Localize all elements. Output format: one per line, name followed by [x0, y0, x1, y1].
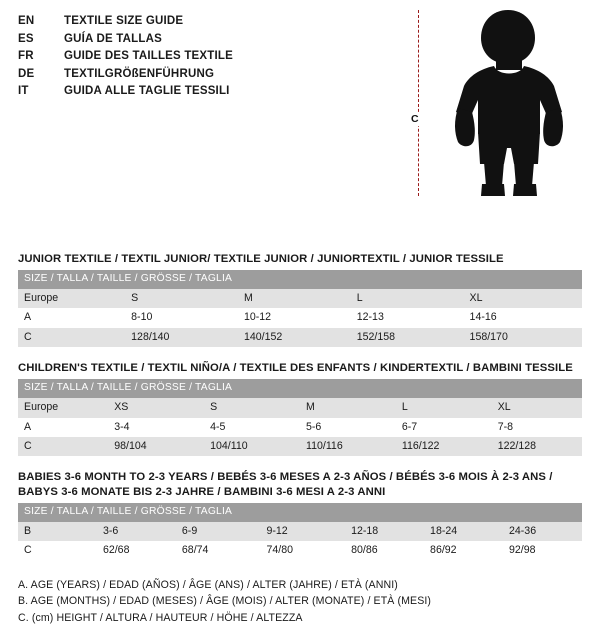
footnote-c: C. (cm) HEIGHT / ALTURA / HAUTEUR / HÖHE / ALTEZZA	[18, 611, 303, 624]
cell: 92/98	[503, 541, 582, 560]
cell: 86/92	[424, 541, 503, 560]
cell: 24-36	[503, 522, 582, 541]
row-label: A	[18, 418, 108, 437]
cell: XL	[464, 289, 582, 308]
cell: 140/152	[238, 328, 351, 347]
cell: 68/74	[176, 541, 261, 560]
cell: 98/104	[108, 437, 204, 456]
cell: 128/140	[125, 328, 238, 347]
cell: 3-6	[97, 522, 176, 541]
cell: 5-6	[300, 418, 396, 437]
cell: XS	[108, 398, 204, 417]
language-row	[18, 32, 348, 48]
cell: L	[396, 398, 492, 417]
size-table-children	[18, 379, 582, 456]
height-guide-line	[418, 10, 419, 196]
band-label: SIZE / TALLA / TAILLE / GRÖSSE / TAGLIA	[18, 379, 582, 398]
cell: 74/80	[261, 541, 346, 560]
cell: 4-5	[204, 418, 300, 437]
cell: 3-4	[108, 418, 204, 437]
cell: 12-18	[345, 522, 424, 541]
size-table-babies	[18, 503, 582, 560]
language-title-list	[18, 14, 348, 100]
cell: L	[351, 289, 464, 308]
cell: M	[238, 289, 351, 308]
language-code: FR	[18, 50, 34, 63]
row-label: Europe	[18, 398, 108, 417]
cell: S	[125, 289, 238, 308]
section-junior-textile	[18, 252, 582, 347]
footnote-legend	[18, 577, 582, 626]
measurement-label-c: C	[411, 113, 419, 125]
band-label: SIZE / TALLA / TAILLE / GRÖSSE / TAGLIA	[18, 503, 582, 522]
table-row	[18, 522, 582, 541]
cell: 116/122	[396, 437, 492, 456]
row-label: Europe	[18, 289, 125, 308]
cell: 14-16	[464, 308, 582, 327]
cell: 18-24	[424, 522, 503, 541]
table-band-row	[18, 379, 582, 398]
language-title: GUIDE DES TAILLES TEXTILE	[64, 50, 233, 63]
table-row	[18, 308, 582, 327]
cell: XL	[492, 398, 582, 417]
cell: 62/68	[97, 541, 176, 560]
cell: 110/116	[300, 437, 396, 456]
row-label: C	[18, 328, 125, 347]
cell: 10-12	[238, 308, 351, 327]
section-title: CHILDREN'S TEXTILE / TEXTIL NIÑO/A / TEXTILE DES ENFANTS / KINDERTEXTIL / BAMBINI TESSILE	[18, 361, 573, 374]
language-row	[18, 49, 348, 65]
cell: 6-7	[396, 418, 492, 437]
language-code: IT	[18, 85, 29, 98]
language-code: ES	[18, 32, 34, 45]
row-label: A	[18, 308, 125, 327]
table-band-row	[18, 503, 582, 522]
language-row	[18, 14, 348, 30]
table-row	[18, 398, 582, 417]
child-silhouette-icon	[434, 8, 584, 198]
language-code: DE	[18, 67, 35, 80]
cell: 152/158	[351, 328, 464, 347]
size-table-junior	[18, 270, 582, 347]
band-label: SIZE / TALLA / TAILLE / GRÖSSE / TAGLIA	[18, 270, 582, 289]
language-title: GUIDA ALLE TAGLIE TESSILI	[64, 85, 230, 98]
language-title: TEXTILE SIZE GUIDE	[64, 15, 184, 27]
cell: 104/110	[204, 437, 300, 456]
measurement-figure	[404, 8, 584, 198]
language-title: TEXTILGRÖßENFÜHRUNG	[64, 67, 215, 80]
cell: 80/86	[345, 541, 424, 560]
section-title: BABIES 3-6 MONTH TO 2-3 YEARS / BEBÉS 3-6 MESES A 2-3 AÑOS / BÉBÉS 3-6 MOIS À 2-3 ANS / BABYS 3-6 MONATE BIS 2-3 JAHRE / BAMBINI 3-6 MESI A 2-3 ANNI	[18, 471, 553, 498]
table-row	[18, 541, 582, 560]
footnote-b: B. AGE (MONTHS) / EDAD (MESES) / ÂGE (MOIS) / ALTER (MONATE) / ETÀ (MESI)	[18, 595, 432, 608]
language-title: GUÍA DE TALLAS	[64, 32, 162, 45]
footnote-a: A. AGE (YEARS) / EDAD (AÑOS) / ÂGE (ANS) / ALTER (JAHRE) / ETÀ (ANNI)	[18, 578, 398, 591]
language-row	[18, 67, 348, 83]
table-band-row	[18, 270, 582, 289]
section-babies-textile	[18, 470, 582, 561]
cell: 9-12	[261, 522, 346, 541]
table-row	[18, 437, 582, 456]
cell: S	[204, 398, 300, 417]
cell: 8-10	[125, 308, 238, 327]
section-title: JUNIOR TEXTILE / TEXTIL JUNIOR/ TEXTILE JUNIOR / JUNIORTEXTIL / JUNIOR TESSILE	[18, 252, 504, 265]
row-label: C	[18, 437, 108, 456]
cell: 122/128	[492, 437, 582, 456]
cell: 6-9	[176, 522, 261, 541]
language-code: EN	[18, 15, 35, 27]
cell: M	[300, 398, 396, 417]
table-row	[18, 328, 582, 347]
cell: 7-8	[492, 418, 582, 437]
table-row	[18, 418, 582, 437]
row-label: C	[18, 541, 97, 560]
row-label: B	[18, 522, 97, 541]
cell: 12-13	[351, 308, 464, 327]
cell: 158/170	[464, 328, 582, 347]
language-row	[18, 84, 348, 100]
table-row	[18, 289, 582, 308]
section-childrens-textile	[18, 361, 582, 456]
